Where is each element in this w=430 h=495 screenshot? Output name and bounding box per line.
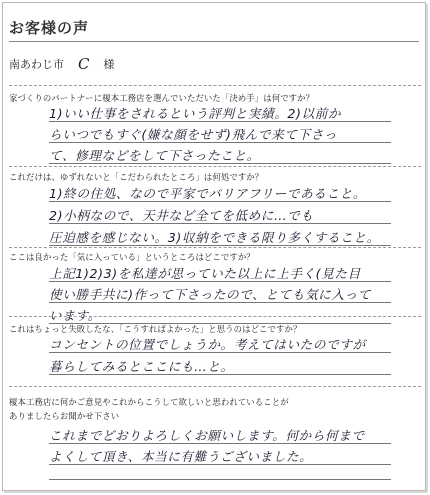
survey-card xyxy=(2,2,426,491)
answer-line: よくして頂き、本当に有難うございました。 xyxy=(49,449,313,464)
answer-line: らいつでもすぐ(嫌な顔をせず)飛んで来て下さっ xyxy=(49,127,338,142)
answer-line: 使い勝手共に)作って下さったので、とても気に入って xyxy=(49,287,371,302)
question-regrets: これはちょっと失敗したな、「こうすればよかった」と思うのはどこですか？ xyxy=(9,324,302,334)
customer-name: C xyxy=(78,55,90,73)
answer-line: これまでどおりよろしくお願いします。何から何まで xyxy=(49,428,365,443)
section-divider xyxy=(9,386,421,387)
answer-rule xyxy=(49,464,391,465)
question-requests: 榎本工務店に何かご意見やこれからこうして欲しいと思われていることが xyxy=(9,397,289,407)
section-divider xyxy=(9,247,421,248)
answer-line: います。 xyxy=(49,308,101,323)
answer-rule xyxy=(49,121,391,122)
answer-rule xyxy=(49,281,391,282)
answer-rule xyxy=(49,352,391,353)
page-title: お客様の声 xyxy=(9,19,90,37)
section-divider xyxy=(9,316,421,317)
answer-line: 暮らしてみるとここにも…と。 xyxy=(49,359,234,374)
answer-rule xyxy=(49,374,391,375)
answer-line: 圧迫感を感じない。3)収納をできる限り多くすること。 xyxy=(49,230,380,245)
answer-rule xyxy=(49,163,391,164)
customer-line xyxy=(9,55,114,73)
answer-rule xyxy=(49,142,391,143)
answer-rule xyxy=(49,479,391,480)
answer-line: 1)終の住処、なので平家でバリアフリーであること。 xyxy=(49,186,367,201)
question-priorities: これだけは、ゆずれないと「こだわられたところ」は何処ですか？ xyxy=(9,172,264,182)
answer-line: て、修理などをして下さったこと。 xyxy=(49,148,260,163)
title-divider xyxy=(9,41,419,42)
answer-line: 1)いい仕事をされるという評判と実績。2)以前か xyxy=(49,106,342,121)
customer-area: 南あわじ市 xyxy=(9,58,64,71)
answer-line: 2)小柄なので、天井など全てを低めに…でも xyxy=(49,208,314,223)
question-decision-factor: 家づくりのパートナーに榎本工務店を選んでいただいた「決め手」は何ですか？ xyxy=(9,93,315,103)
section-divider xyxy=(9,166,421,167)
section-divider xyxy=(9,85,421,86)
question-favorite-points: ここは良かった「気に入っている」というところはどこですか？ xyxy=(9,252,255,262)
answer-line: 上記1)2)3)を私達が思っていた以上に上手く(見た目 xyxy=(49,266,361,281)
answer-rule xyxy=(49,201,391,202)
answer-rule xyxy=(49,443,391,444)
question-requests-cont: ありましたらお聞かせ下さい xyxy=(9,411,120,421)
answer-rule xyxy=(49,302,391,303)
answer-rule xyxy=(49,223,391,224)
answer-rule xyxy=(49,245,391,246)
customer-honorific: 様 xyxy=(103,58,115,71)
answer-line: コンセントの位置でしょうか。考えてはいたのですが xyxy=(49,337,366,352)
